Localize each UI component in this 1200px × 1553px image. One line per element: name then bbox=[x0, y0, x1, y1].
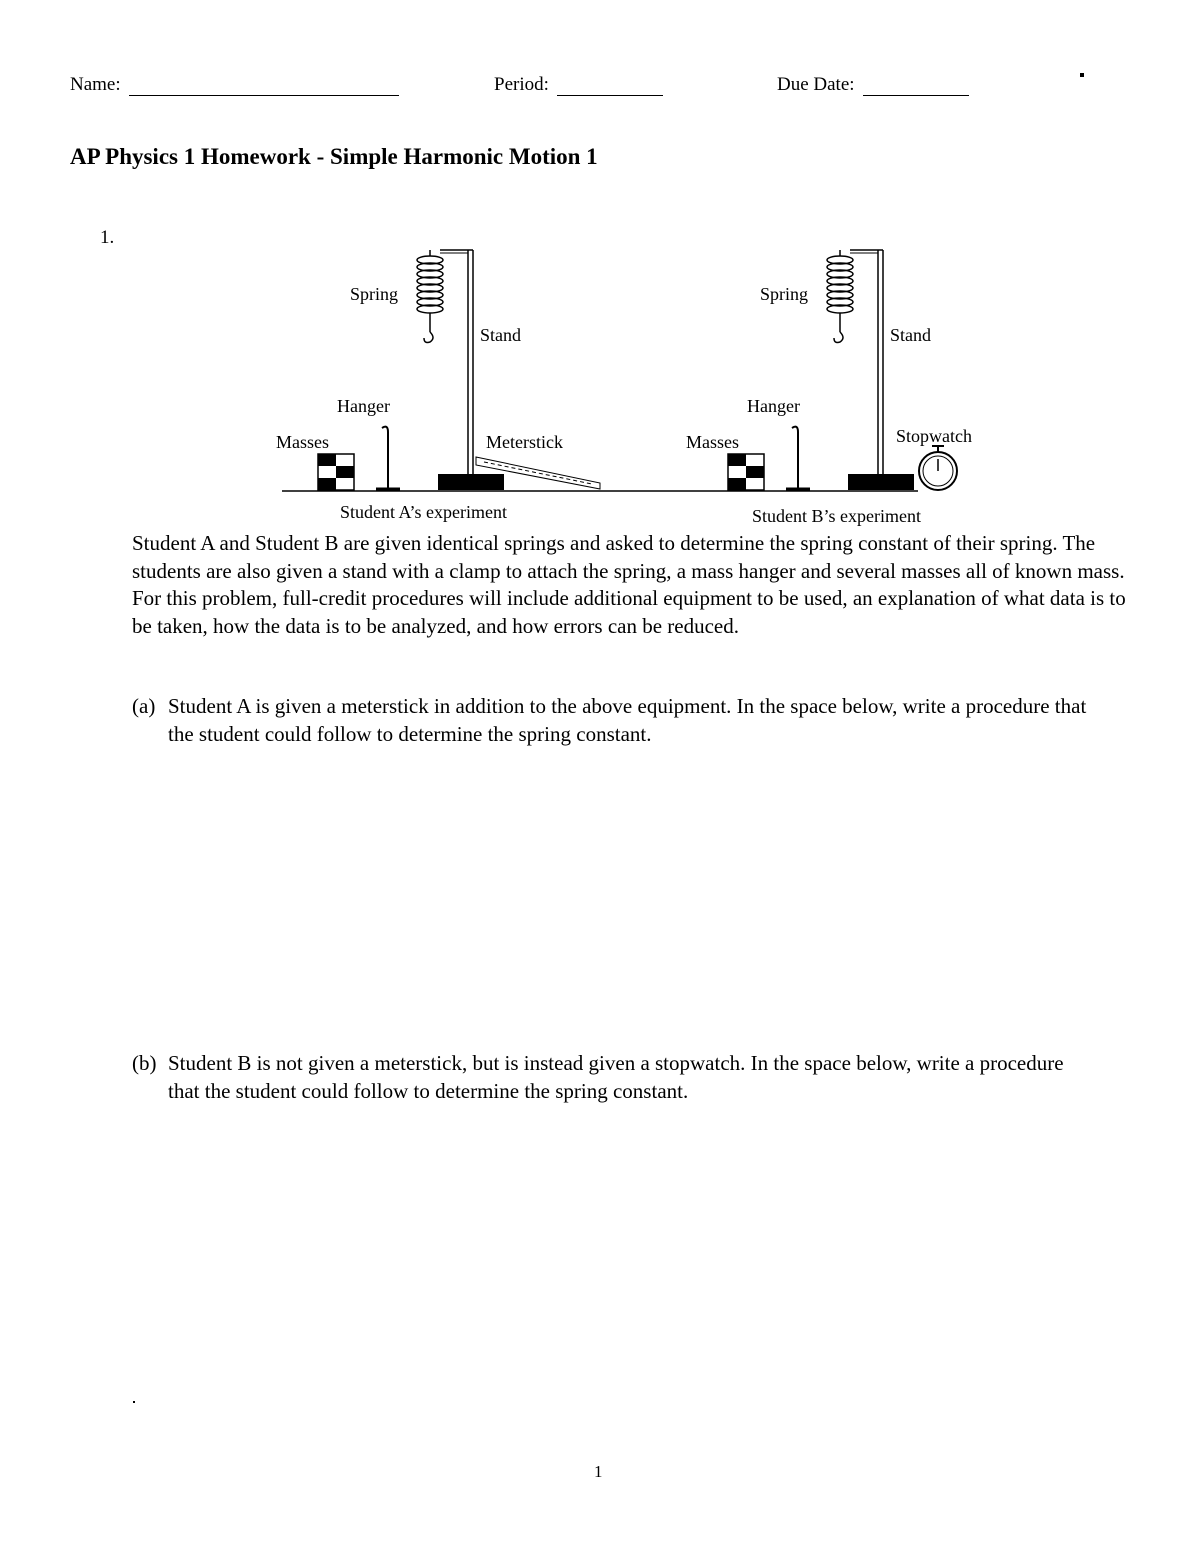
part-b-text: Student B is not given a meterstick, but is instead given a stopwatch. In the space below, write a procedure that the student could follow to determine the spring constant. bbox=[168, 1051, 1064, 1103]
name-blank[interactable] bbox=[129, 76, 399, 96]
masses-a bbox=[318, 454, 354, 490]
question-number: 1. bbox=[100, 227, 115, 248]
period-field bbox=[494, 74, 663, 96]
problem-intro: Student A and Student B are given identical springs and asked to determine the spring constant of their spring. The students are also given a stand with a clamp to attach the spring, a mass hanger and several masses all of known mass. For this problem, full-credit procedures will include additional equipment to be used, an explanation of what data is to be taken, how the data is to be analyzed, and how errors can be reduced. bbox=[132, 531, 1126, 638]
masses-a-label: Masses bbox=[276, 432, 329, 452]
due-date-blank[interactable] bbox=[863, 76, 969, 96]
stray-dot bbox=[133, 1401, 135, 1403]
stand-b-label: Stand bbox=[890, 325, 932, 345]
stopwatch bbox=[919, 446, 957, 490]
experiment-diagram bbox=[270, 240, 990, 530]
corner-dot bbox=[1080, 73, 1084, 77]
name-field bbox=[70, 74, 399, 96]
caption-b: Student B’s experiment bbox=[752, 506, 921, 526]
spring-a-label: Spring bbox=[350, 284, 399, 304]
spring-b bbox=[827, 250, 853, 343]
part-a bbox=[132, 693, 1092, 748]
period-blank[interactable] bbox=[557, 76, 663, 96]
masses-b bbox=[728, 454, 764, 490]
spring-b-label: Spring bbox=[760, 284, 809, 304]
period-label: Period: bbox=[494, 74, 549, 95]
name-label: Name: bbox=[70, 74, 121, 95]
due-date-field bbox=[777, 74, 969, 96]
part-a-text: Student A is given a meterstick in addition to the above equipment. In the space below, write a procedure that the student could follow to determine the spring constant. bbox=[168, 694, 1087, 746]
stand-a-label: Stand bbox=[480, 325, 522, 345]
hanger-b-label: Hanger bbox=[747, 396, 800, 416]
part-a-label: (a) bbox=[132, 694, 156, 718]
due-date-label: Due Date: bbox=[777, 74, 855, 95]
meterstick-label: Meterstick bbox=[486, 432, 563, 452]
hanger-a-label: Hanger bbox=[337, 396, 390, 416]
student-a-setup bbox=[276, 250, 600, 522]
hanger-b bbox=[786, 427, 810, 490]
stand-b bbox=[848, 250, 914, 490]
spring-a bbox=[417, 250, 443, 343]
hanger-a bbox=[376, 427, 400, 490]
part-b bbox=[132, 1050, 1092, 1105]
stopwatch-label: Stopwatch bbox=[896, 426, 972, 446]
student-b-setup bbox=[686, 250, 972, 526]
page-number: 1 bbox=[594, 1462, 603, 1481]
stand-a bbox=[438, 250, 504, 490]
masses-b-label: Masses bbox=[686, 432, 739, 452]
page-title: AP Physics 1 Homework - Simple Harmonic Motion 1 bbox=[70, 144, 598, 169]
part-b-label: (b) bbox=[132, 1051, 157, 1075]
caption-a: Student A’s experiment bbox=[340, 502, 507, 522]
